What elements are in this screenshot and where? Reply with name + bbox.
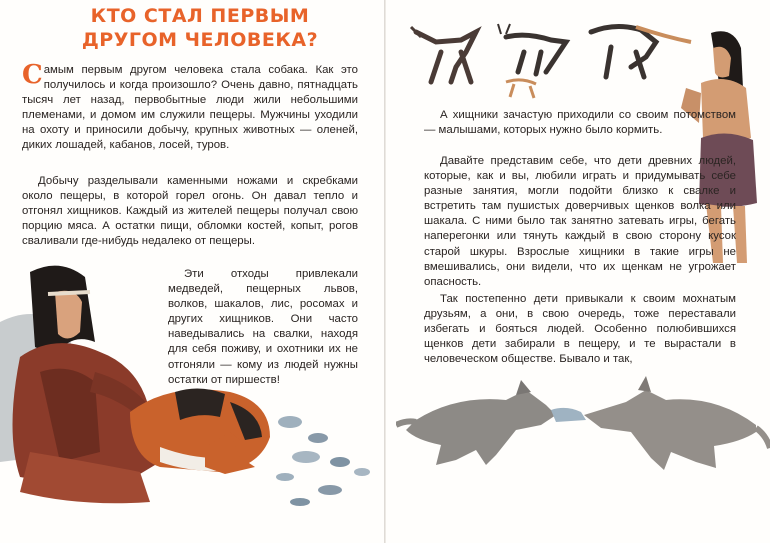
illustration-woman-with-dog	[0, 262, 384, 543]
paragraph-friendship: Так постепенно дети привыкали к своим мохнатым друзьям, а они, в свою очередь, тоже переставали избегать и бояться людей. Особенно полюбившихся щенков дети забирали в пещеру, и те вырастали в человеческом обществе. Бывало и так,	[424, 293, 736, 366]
paragraph-intro-text: амым первым другом человека стала собака. Как это получилось и когда произошло? Очень давно, пятнадцать тысяч лет назад, первобытные люди жили небольшими племенами, и домом им служили пещеры. Мужчины уходили на охоту и приносили добычу, крупных животных — оленей, диких лошадей, кабанов, лосей, туров.	[22, 64, 358, 152]
illustration-wolf-pups	[396, 370, 770, 480]
paragraph-offspring: А хищники зачастую приходили со своим потомством — малышами, которых нужно было кормить.	[424, 109, 736, 137]
paragraph-predators: Эти отходы привлекали медведей, пещерных львов, волков, шакалов, лис, росомах и других хищников. Они часто наведывались на свалки, находя для себя поживу, и охотники их не отгоняли — кому из людей нужны остатки от пиршеств!	[168, 268, 358, 386]
left-page	[0, 0, 384, 543]
paragraph-children-play: Давайте представим себе, что дети древних людей, которые, как и вы, любили играть и придумывать себе разные занятия, могли подойти близко к свалке и встретить там пушистых доверчивых щенков волка или шакала. С ними было так занятно затевать игры, бегать наперегонки или тянуть каждый в свою сторону кусок старой шкуры. Взрослые хищники в такие игры не вмешивались, они видели, что их щенкам не угрожает опасность.	[424, 155, 736, 288]
page-title	[60, 4, 340, 52]
right-page	[386, 0, 770, 543]
drop-cap: С	[22, 60, 43, 90]
title-line-2: ДРУГОМ ЧЕЛОВЕКА?	[81, 29, 319, 51]
illustration-cave-paintings	[406, 12, 696, 107]
paragraph-butchering: Добычу разделывали каменными ножами и скребками около пещеры, в которой горел огонь. Он давал тепло и отгонял хищников. Каждый из жителей пещеры получал свою порцию мяса. А остатки пищи, обломки костей, копыт, рогов сваливали где-нибудь недалеко от пещеры.	[22, 175, 358, 248]
title-line-1: КТО СТАЛ ПЕРВЫМ	[90, 5, 310, 27]
paragraph-intro	[22, 60, 358, 154]
